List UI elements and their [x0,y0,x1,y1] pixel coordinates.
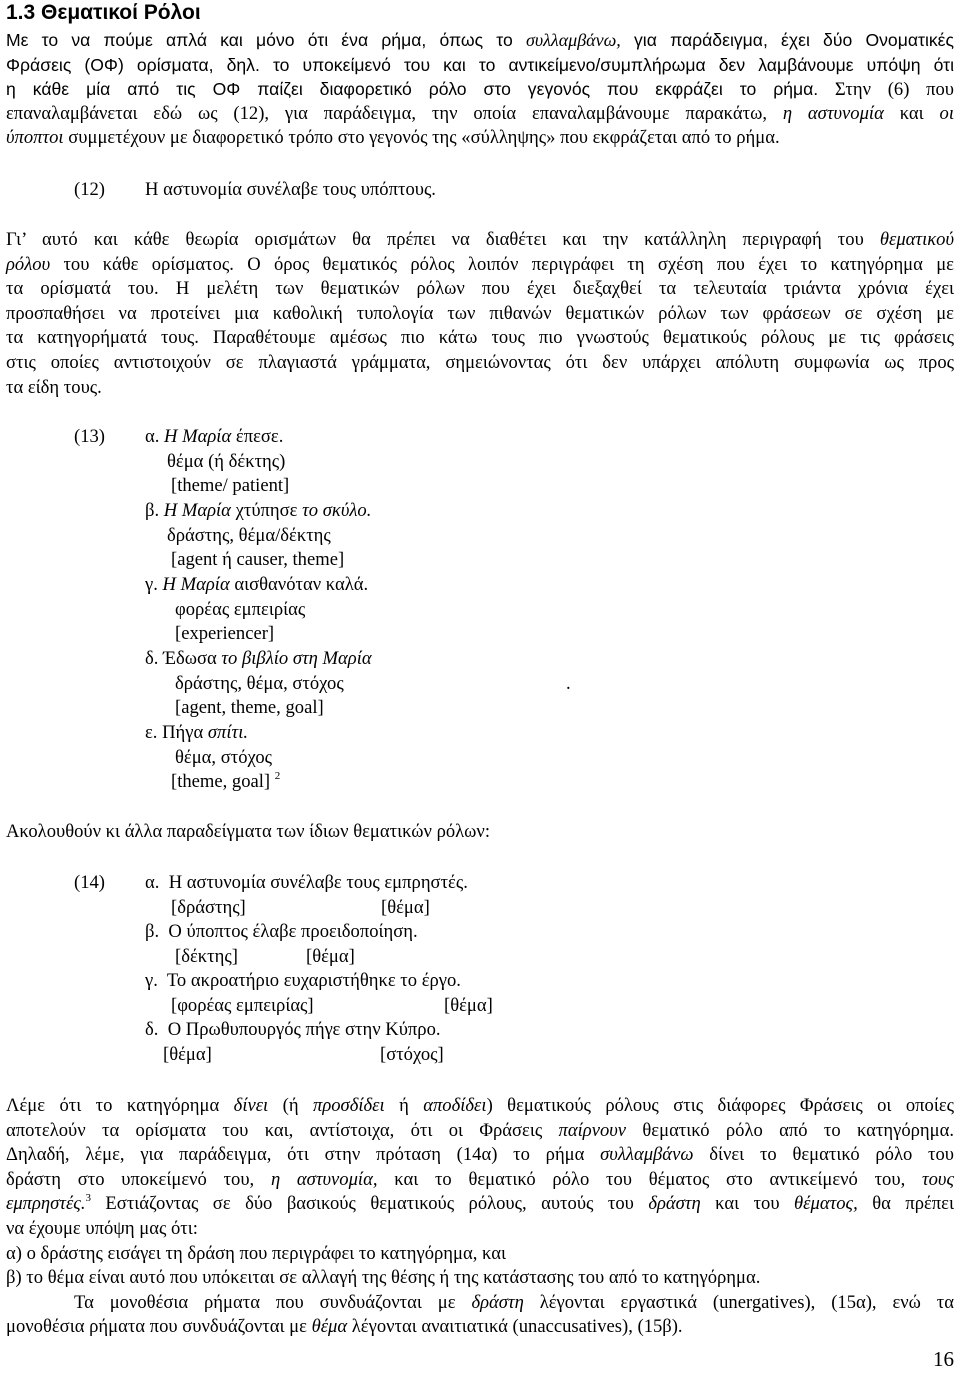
example-13c-gloss: φορέας εμπειρίας [175,599,306,620]
intro-line-3: η κάθε μία από τις ΟΦ παίζει διαφορετικό ρόλο στο γεγονός που εκφράζει το ρήμα. Στην (6) που [6,79,955,101]
intro-line-5: ύποπτοι συμμετέχουν με διαφορετικό τρόπο στο γεγονός της «σύλληψης» που εκφράζεται από το ρήμα. [6,127,780,149]
p3-line-7: α) ο δράστης εισάγει τη δράση που περιγράφει το κατηγόρημα, και [6,1242,506,1264]
example-13b: β. Η Μαρία χτύπησε το σκύλο. [145,500,372,521]
intro-paragraph [6,28,954,151]
example-14b-role-2: [θέμα] [306,946,355,967]
example-13-number: (13) [74,426,105,447]
example-14b: β. Ο ύποπτος έλαβε προειδοποίηση. [145,921,418,942]
p3-line-9: Τα μονοθέσια ρήματα που συνδυάζονται με δράστη λέγονται εργαστικά (unergatives), (15α), ενώ τα [74,1291,955,1313]
footnote-2-marker: 2 [274,770,281,782]
p2-line-4: προσπαθήσει να προτείνει μια καθολική τυπολογία των πιθανών θεματικών ρόλων των φράσεων σε σχέση με [6,302,954,324]
example-13c: γ. Η Μαρία αισθανόταν καλά. [145,574,369,595]
example-13b-gloss: δράστης, θέμα/δέκτης [167,525,331,546]
p2-line-5: τα κατηγορήματά τους. Παραθέτουμε αμέσως πιο κάτω τους πιο γνωστούς θεματικούς ρόλους με τις φράσεις [6,327,954,349]
example-14c-role-1: [φορέας εμπειρίας] [171,995,314,1016]
example-13d-roles: [agent, theme, goal] [175,697,324,718]
footnote-3-marker: 3 [85,1192,91,1205]
example-13a-roles: [theme/ patient] [171,475,290,496]
p3-line-10: μονοθέσια ρήματα που συνδυάζονται με θέμα λέγονται αναιτιατικά (unaccusatives), (15β). [6,1316,683,1338]
intro-line-1: Με το να πούμε απλά και μόνο ότι ένα ρήμα, όπως το συλλαμβάνω, για παράδειγμα, έχει δύο Ονοματικές [6,30,954,50]
p3-line-1: Λέμε ότι το κατηγόρημα δίνει (ή προσδίδει ή αποδίδει) θεματικούς ρόλους στις διάφορες Φράσεις οι οποίες [6,1095,954,1116]
example-12-text: Η αστυνομία συνέλαβε τους υπόπτους. [145,179,436,200]
example-12-number: (12) [74,179,105,200]
example-14d-role-1: [θέμα] [163,1044,212,1065]
example-13c-roles: [experiencer] [175,623,275,644]
example-14a: α. Η αστυνομία συνέλαβε τους εμπρηστές. [145,872,468,893]
example-13d-dot: . [566,673,571,694]
example-14d: δ. Ο Πρωθυπουργός πήγε στην Κύπρο. [145,1019,441,1040]
p3-line-8: β) το θέμα είναι αυτό που υπόκειται σε αλλαγή της θέσης ή της κατάστασης του από το κατηγόρημα. [6,1267,761,1289]
example-13d: δ. Έδωσα το βιβλίο στη Μαρία [145,648,372,669]
p3-line-6: να έχουμε υπόψη μας ότι: [6,1217,198,1239]
example-13d-gloss: δράστης, θέμα, στόχος [175,673,344,694]
p3-line-5: εμπρηστές.$^3$ Εστιάζοντας σε δύο βασικούς θεματικούς ρόλους, αυτούς του δράστη και του θέματος, θα πρέπει [6,1192,954,1215]
example-14c-role-2: [θέμα] [444,995,493,1016]
p3-line-3: Δηλαδή, λέμε, για παράδειγμα, ότι στην πρόταση (14α) το ρήμα συλλαμβάνω δίνει το θεματικό ρόλο του [6,1144,954,1166]
p2-line-6: στις οποίες αντιστοιχούν σε πλαγιαστά γράμματα, σημειώνοντας ότι δεν υπάρχει απόλυτη συμφωνία ως προς [6,351,954,373]
paragraph-3 [6,1094,954,1340]
p2-line-3: τα ορίσματά του. Η μελέτη των θεματικών ρόλων που έχει διεξαχθεί τα τελευταία τριάντα χρόνια έχει [6,278,955,300]
example-14b-role-1: [δέκτης] [175,946,238,967]
example-13e-roles: [theme, goal] $^2$ [171,770,281,792]
p2-line-7: τα είδη τους. [6,376,102,398]
p2-line-2: ρόλου του κάθε ορίσματος. Ο όρος θεματικός ρόλος λοιπόν περιγράφει τη σχέση που έχει το κατηγόρημα με [6,253,954,275]
example-13a: α. Η Μαρία έπεσε. [145,426,284,447]
example-13e: ε. Πήγα σπίτι. [145,722,249,743]
following-sentence: Ακολουθούν κι άλλα παραδείγματα των ίδιων θεματικών ρόλων: [6,821,490,842]
intro-line-2: Φράσεις (ΟΦ) ορίσματα, δηλ. το υποκείμενό του και το αντικείμενο/συμπλήρωμα δεν λαμβάνουμε υπόψη ότι [6,54,954,75]
example-13b-roles: [agent ή causer, theme] [171,549,345,570]
example-14a-role-2: [θέμα] [381,897,430,918]
example-14c: γ. Το ακροατήριο ευχαριστήθηκε το έργο. [145,970,461,991]
paragraph-2 [6,228,954,400]
example-13a-gloss: θέμα (ή δέκτης) [167,451,286,472]
example-14a-role-1: [δράστης] [171,897,246,918]
example-14d-role-2: [στόχος] [380,1044,444,1065]
example-13e-gloss: θέμα, στόχος [175,747,273,768]
example-14-number: (14) [74,872,105,893]
p3-line-4: δράστη στο υποκείμενό του, η αστυνομία, και το θεματικό ρόλο του θέματος στο αντικείμενό του, τους [6,1168,954,1190]
intro-line-4: επαναλαμβάνεται εδώ ως (12), για παράδειγμα, την οποία επαναλαμβάνουμε παρακάτω, η αστυνομία και οι [6,102,954,124]
p2-line-1: Γι’ αυτό και κάθε θεωρία ορισμάτων θα πρέπει να διαθέτει και την κατάλληλη περιγραφή του θεματικού [6,229,954,250]
p3-line-2: αποτελούν τα ορίσματα του και, αντίστοιχα, ότι οι Φράσεις παίρνουν θεματικό ρόλο από το κατηγόρημα. [6,1119,954,1141]
page-number: 16 [933,1347,954,1371]
section-heading: 1.3 Θεματικοί Ρόλοι [6,1,201,24]
